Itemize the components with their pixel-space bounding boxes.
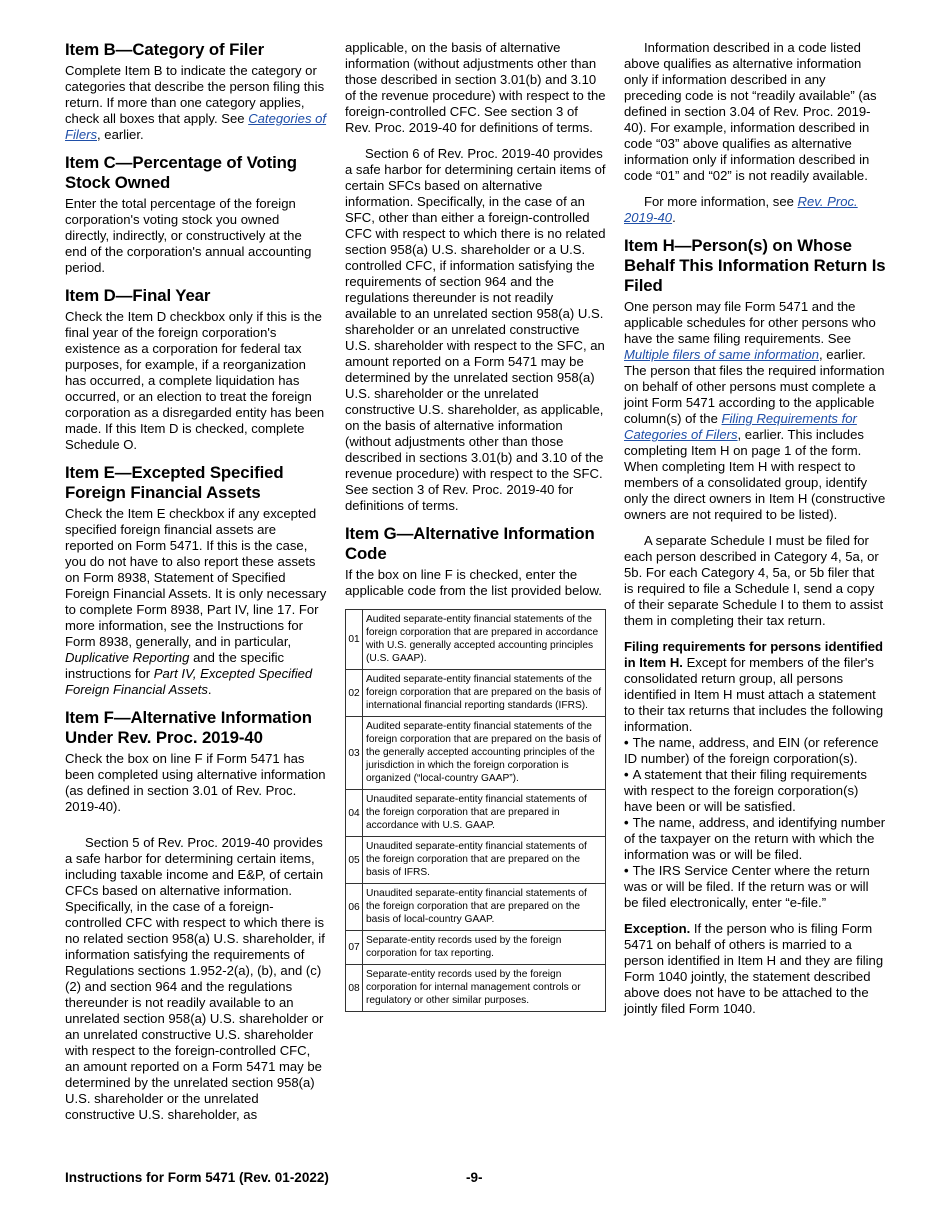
code-description: Audited separate-entity financial statements of the foreign corporation that are prepared in accordance with U.S. generally accepted accounting principles (U.S. GAAP). bbox=[363, 610, 606, 670]
code-row bbox=[346, 965, 606, 1012]
column-1 bbox=[65, 40, 327, 1123]
column-3 bbox=[624, 40, 886, 1027]
requirement-bullet bbox=[624, 815, 886, 863]
item-g-text: If the box on line F is checked, enter the applicable code from the list provided below. bbox=[345, 567, 602, 598]
column-2 bbox=[345, 40, 607, 1012]
code-description: Separate-entity records used by the foreign corporation for internal management controls or regulatory or other similar purposes. bbox=[363, 965, 606, 1012]
bullet-icon: • bbox=[624, 863, 629, 878]
categories-of-filers-link[interactable]: Categories of Filers bbox=[65, 111, 327, 142]
bullet-icon: • bbox=[624, 815, 629, 830]
requirements-list bbox=[624, 735, 886, 911]
code-description: Unaudited separate-entity financial statements of the foreign corporation that are prepared in accordance with U.S. GAAP. bbox=[363, 790, 606, 837]
code-description: Audited separate-entity financial statements of the foreign corporation that are prepared on the basis of the generally accepted accounting principles of the jurisdiction in which the foreign corporation is organized (“local-country GAAP”). bbox=[363, 717, 606, 790]
code-row bbox=[346, 717, 606, 790]
exception-text: Exception. If the person who is filing Form 5471 on behalf of others is married to a person identified in Item H and they are filing Form 1040 jointly, the statement described above does not have to be attached to the jointly filed Form 1040. bbox=[624, 921, 884, 1016]
item-d-heading: Item D—Final Year bbox=[65, 286, 211, 305]
code-description: Unaudited separate-entity financial statements of the foreign corporation that are prepared on the basis of local-country GAAP. bbox=[363, 884, 606, 931]
code-row bbox=[346, 884, 606, 931]
multiple-filers-link[interactable]: Multiple filers of same information bbox=[624, 347, 820, 362]
code-row bbox=[346, 837, 606, 884]
bullet-text: A statement that their filing requirements with respect to the foreign corporation(s) have been or will be satisfied. bbox=[624, 767, 867, 814]
code-description: Audited separate-entity financial statements of the foreign corporation that are prepared on the basis of international financial reporting standards (IFRS). bbox=[363, 670, 606, 717]
bullet-text: The name, address, and EIN (or reference ID number) of the foreign corporation(s). bbox=[624, 735, 879, 766]
item-c-text: Enter the total percentage of the foreign corporation's voting stock you owned directly, indirectly, or constructively at the end of the corporation's annual accounting period. bbox=[65, 196, 312, 275]
schedule-i-text: A separate Schedule I must be filed for each person described in Category 4, 5a, or 5b. For each Category 4, 5a, or 5b filer that is required to file a Schedule I, send a copy of their separate Schedule I to them to assist them in completing their tax return. bbox=[624, 533, 884, 628]
item-d-text: Check the Item D checkbox only if this is the final year of the foreign corporation's existence as a corporation for federal tax purposes, for example, if a reorganization has occurred, a complete liquidation has occurred, or an election to treat the foreign corporation as a disregarded entity has been made. If this Item D is checked, complete Schedule O. bbox=[65, 309, 325, 452]
requirement-bullet bbox=[624, 767, 886, 815]
item-f-heading: Item F—Alternative Information Under Rev. Proc. 2019-40 bbox=[65, 708, 312, 747]
item-f-section5-text: Section 5 of Rev. Proc. 2019-40 provides a safe harbor for determining certain items, including taxable income and E&P, of certain CFCs based on alternative information. Specifically, in the case of a foreign-controlled CFC with respect to which there is no related section 958(a) U.S. shareholder, if information satisfying the requirements of Regulations sections 1.952-2(a), (b), and (c)(2) and section 964 and the regulations thereunder is not readily available to an unrelated section 958(a) U.S. shareholder or an unrelated constructive U.S. shareholder with respect to the foreign-controlled CFC, an amount reported on a Form 5471 may be determined by the unrelated section 958(a) U.S. shareholder or the unrelated constructive U.S. shareholder, as bbox=[65, 835, 325, 1122]
section6-text: Section 6 of Rev. Proc. 2019-40 provides a safe harbor for determining certain items of certain SFCs based on alternative information. Specifically, in the case of an SFC, other than either a foreign-controlled CFC with respect to which there is no related section 958(a) U.S. shareholder or a U.S. controlled CFC, if information satisfying the requirements of section 964 and the regulations thereunder is not readily available to an unrelated section 958(a) U.S. shareholder or an unrelated constructive U.S. shareholder with respect to the SFC, an amount reported on a Form 5471 may be determined by the unrelated section 958(a) U.S. shareholder or the unrelated constructive U.S. shareholder, as applicable, on the basis of alternative information (without adjustments other than those described in sections 3.01(b) and 3.10 of the revenue procedure) with respect to the SFC. See section 3 of Rev. Proc. 2019-40 for definitions of terms. bbox=[345, 146, 606, 513]
requirement-bullet bbox=[624, 735, 886, 767]
footer-form-title: Instructions for Form 5471 (Rev. 01-2022) bbox=[65, 1170, 329, 1185]
section5-continued-text: applicable, on the basis of alternative information (without adjustments other than those described in section 3.01(b) and 3.10 of the revenue procedure) with respect to the foreign-controlled CFC. See section 3 of Rev. Proc. 2019-40 for definitions of terms. bbox=[345, 40, 606, 135]
item-h-heading: Item H—Person(s) on Whose Behalf This Information Return Is Filed bbox=[624, 236, 886, 295]
code-number: 08 bbox=[346, 965, 363, 1012]
code-row bbox=[346, 790, 606, 837]
code-row bbox=[346, 610, 606, 670]
bullet-icon: • bbox=[624, 767, 629, 782]
item-e-heading: Item E—Excepted Specified Foreign Financial Assets bbox=[65, 463, 284, 502]
code-number: 01 bbox=[346, 610, 363, 670]
bullet-icon: • bbox=[624, 735, 629, 750]
item-c-heading: Item C—Percentage of Voting Stock Owned bbox=[65, 153, 297, 192]
code-number: 04 bbox=[346, 790, 363, 837]
alternative-information-code-table bbox=[345, 609, 606, 1012]
code-row bbox=[346, 931, 606, 965]
bullet-text: The name, address, and identifying number of the taxpayer on the return with which the information was or will be filed. bbox=[624, 815, 886, 862]
code-number: 05 bbox=[346, 837, 363, 884]
code-description: Separate-entity records used by the foreign corporation for tax reporting. bbox=[363, 931, 606, 965]
item-g-heading: Item G—Alternative Information Code bbox=[345, 524, 595, 563]
requirement-bullet bbox=[624, 863, 886, 911]
code-number: 06 bbox=[346, 884, 363, 931]
code-number: 03 bbox=[346, 717, 363, 790]
filing-requirements-link[interactable]: Filing Requirements for Categories of Filers bbox=[624, 411, 857, 442]
page-number: -9- bbox=[466, 1170, 483, 1185]
code-row bbox=[346, 670, 606, 717]
filing-requirements-text: Filing requirements for persons identified in Item H. Except for members of the filer's consolidated return group, all persons identified in Item H must attach a statement to their tax returns that includes the following information. bbox=[624, 639, 884, 734]
item-f-text: Check the box on line F if Form 5471 has been completed using alternative information (as defined in section 3.01 of Rev. Proc. 2019-40). bbox=[65, 751, 326, 814]
item-b-text: Complete Item B to indicate the category or categories that describe the person filing this return. If more than one category applies, check all boxes that apply. See Categories of Filers, earlier. bbox=[65, 63, 327, 142]
code-number: 02 bbox=[346, 670, 363, 717]
item-e-text: Check the Item E checkbox if any excepted specified foreign financial assets are reported on Form 5471. If this is the case, you do not have to also report these assets on Form 8938, Statement of Specified Foreign Financial Assets. It is only necessary to complete Form 8938, Part IV, line 17. For more information, see the Instructions for Form 8938, generally, and in particular, Duplicative Reporting and the specific instructions for Part IV, Excepted Specified Foreign Financial Assets. bbox=[65, 506, 327, 697]
item-b-heading: Item B—Category of Filer bbox=[65, 40, 265, 59]
code-number: 07 bbox=[346, 931, 363, 965]
code-description: Unaudited separate-entity financial statements of the foreign corporation that are prepared on the basis of IFRS. bbox=[363, 837, 606, 884]
more-information-text: For more information, see Rev. Proc. 2019-40. bbox=[624, 194, 858, 225]
readily-available-text: Information described in a code listed above qualifies as alternative information only if information described in any preceding code is not “readily available” (as defined in section 3.04 of Rev. Proc. 2019-40). For example, information described in code “03” above qualifies as alternative information only if information described in code “01” and “02” is not readily available. bbox=[624, 40, 877, 183]
item-h-text: One person may file Form 5471 and the applicable schedules for other persons who have the same filing requirements. See Multiple filers of same information, earlier. The person that files the required information on behalf of other persons must complete a joint Form 5471 according to the applicable column(s) of the Filing Requirements for Categories of Filers, earlier. This includes completing Item H on page 1 of the form. When completing Item H with respect to members of a consolidated group, identify only the direct owners in Item H (constructive owners are not required to be listed). bbox=[624, 299, 886, 522]
bullet-text: The IRS Service Center where the return was or will be filed. If the return was or will be filed electronically, enter “e-file.” bbox=[624, 863, 870, 910]
rev-proc-2019-40-link[interactable]: Rev. Proc. 2019-40 bbox=[624, 194, 858, 225]
